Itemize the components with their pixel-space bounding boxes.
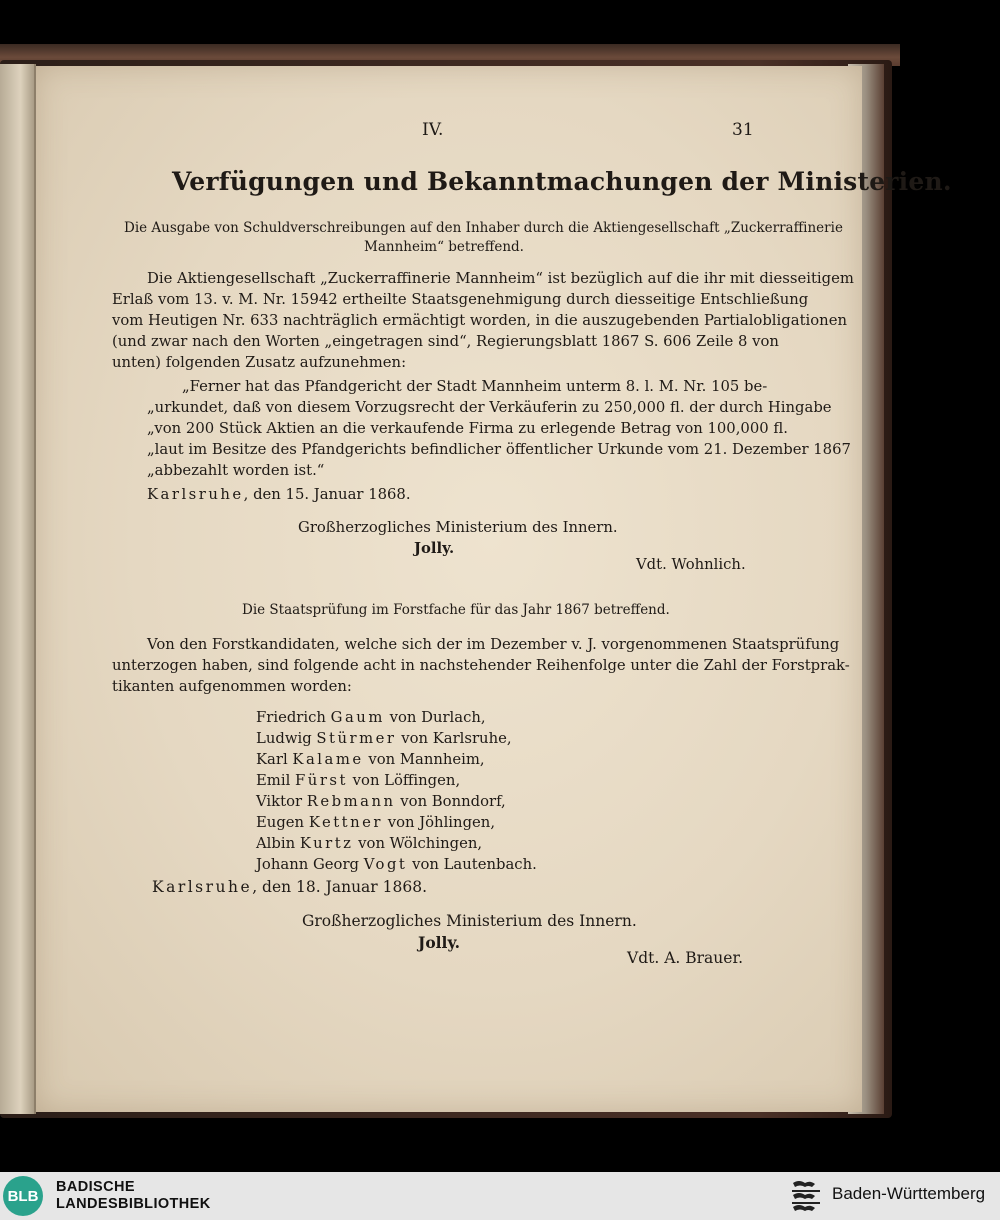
candidate-entry [256, 772, 460, 789]
notice1-vdt: Vdt. Wohnlich. [636, 556, 746, 573]
quote-line: „urkundet, daß von diesem Vorzugsrecht der Verkäuferin zu 250,000 fl. der durch Hingabe [147, 399, 832, 416]
candidate-entry [256, 856, 537, 873]
page-number: 31 [732, 120, 754, 140]
candidate-origin: von Mannheim, [368, 751, 485, 768]
library-name-line2: LANDESBIBLIOTHEK [56, 1196, 211, 1212]
quote-line: „laut im Besitze des Pfandgerichts befindlicher öffentlicher Urkunde vom 21. Dezember 1867 [147, 441, 851, 458]
footer-bar [0, 1172, 1000, 1220]
candidate-origin: von Jöhlingen, [387, 814, 496, 831]
state-name[interactable]: Baden-Württemberg [832, 1184, 986, 1203]
quote-line: „Ferner hat das Pfandgericht der Stadt Mannheim unterm 8. l. M. Nr. 105 be- [182, 378, 768, 395]
notice1-body-line: unten) folgenden Zusatz aufzunehmen: [112, 354, 407, 371]
notice2-ministry: Großherzogliches Ministerium des Innern. [302, 912, 637, 930]
quote-line: „von 200 Stück Aktien an die verkaufende Firma zu erlegende Betrag von 100,000 fl. [147, 420, 788, 437]
candidate-origin: von Bonndorf, [400, 793, 506, 810]
notice2-body-line: Von den Forstkandidaten, welche sich der im Dezember v. J. vorgenommenen Staatsprüfung [147, 636, 840, 653]
notice2-place: Karlsruhe [152, 878, 253, 896]
candidate-origin: von Karlsruhe, [401, 730, 512, 747]
notice2-subject: Die Staatsprüfung im Forstfache für das Jahr 1867 betreffend. [242, 602, 670, 618]
candidate-surname: Gaum [330, 709, 385, 726]
page-title: Verfügungen und Bekanntmachungen der Ministerien. [172, 167, 952, 196]
candidate-origin: von Durlach, [389, 709, 486, 726]
candidate-first-name: Emil [256, 772, 291, 789]
notice1-date: , den 15. Januar 1868. [243, 486, 411, 503]
candidate-first-name: Ludwig [256, 730, 312, 747]
candidate-surname: Fürst [295, 772, 348, 789]
candidate-entry [256, 730, 512, 747]
notice1-place: Karlsruhe [147, 486, 244, 503]
notice1-signature: Jolly. [414, 540, 455, 557]
candidate-first-name: Viktor [256, 793, 303, 810]
notice2-signature: Jolly. [418, 933, 461, 952]
notice2-dateline [152, 878, 427, 896]
book-page [36, 66, 952, 1112]
candidate-first-name: Karl [256, 751, 288, 768]
notice1-body-line: (und zwar nach den Worten „eingetragen sind“, Regierungsblatt 1867 S. 606 Zeile 8 von [112, 333, 779, 350]
candidate-origin: von Wölchingen, [358, 835, 483, 852]
section-number: IV. [422, 120, 444, 140]
notice2-date: , den 18. Januar 1868. [252, 878, 428, 896]
candidate-entry [256, 751, 485, 768]
candidate-entry [256, 709, 486, 726]
book-gutter [0, 64, 36, 1114]
quote-line-last: „abbezahlt worden ist.“ [147, 462, 325, 479]
notice1-body-line: Erlaß vom 13. v. M. Nr. 15942 ertheilte Staatsgenehmigung durch diesseitige Entschließung [112, 291, 809, 308]
candidate-entry [256, 814, 495, 831]
notice2-body-line: unterzogen haben, sind folgende acht in nachstehender Reihenfolge unter die Zahl der Forstprak- [112, 657, 850, 674]
candidate-first-name: Eugen [256, 814, 305, 831]
candidate-first-name: Friedrich [256, 709, 326, 726]
notice1-body-line: Die Aktiengesellschaft „Zuckerraffinerie Mannheim“ ist bezüglich auf die ihr mit diesseitigem [147, 270, 854, 287]
candidate-entry [256, 835, 482, 852]
candidate-surname: Kalame [292, 751, 364, 768]
candidate-surname: Vogt [363, 856, 408, 873]
blb-logo[interactable]: BLB [3, 1176, 43, 1216]
candidate-first-name: Johann Georg [256, 856, 359, 873]
candidate-entry [256, 793, 506, 810]
candidate-first-name: Albin [256, 835, 296, 852]
candidate-surname: Stürmer [316, 730, 397, 747]
library-name-line1: BADISCHE [56, 1179, 135, 1195]
notice1-dateline [147, 486, 411, 503]
notice2-body-line: tikanten aufgenommen worden: [112, 678, 352, 695]
notice1-subject-line1: Die Ausgabe von Schuldverschreibungen auf den Inhaber durch die Aktiengesellschaft „Zuckerraffinerie [124, 220, 843, 236]
notice1-body-line: vom Heutigen Nr. 633 nachträglich ermächtigt worden, in die auszugebenden Partialobligationen [112, 312, 847, 329]
notice1-subject-line2: Mannheim“ betreffend. [364, 239, 524, 255]
library-name[interactable] [56, 1179, 211, 1213]
notice2-vdt: Vdt. A. Brauer. [627, 949, 744, 967]
candidate-origin: von Lautenbach. [412, 856, 537, 873]
baden-wuerttemberg-lions-icon [790, 1177, 824, 1215]
candidate-surname: Kurtz [299, 835, 354, 852]
candidate-surname: Rebmann [306, 793, 396, 810]
candidate-origin: von Löffingen, [352, 772, 461, 789]
notice1-ministry: Großherzogliches Ministerium des Innern. [298, 519, 618, 536]
candidate-surname: Kettner [308, 814, 383, 831]
